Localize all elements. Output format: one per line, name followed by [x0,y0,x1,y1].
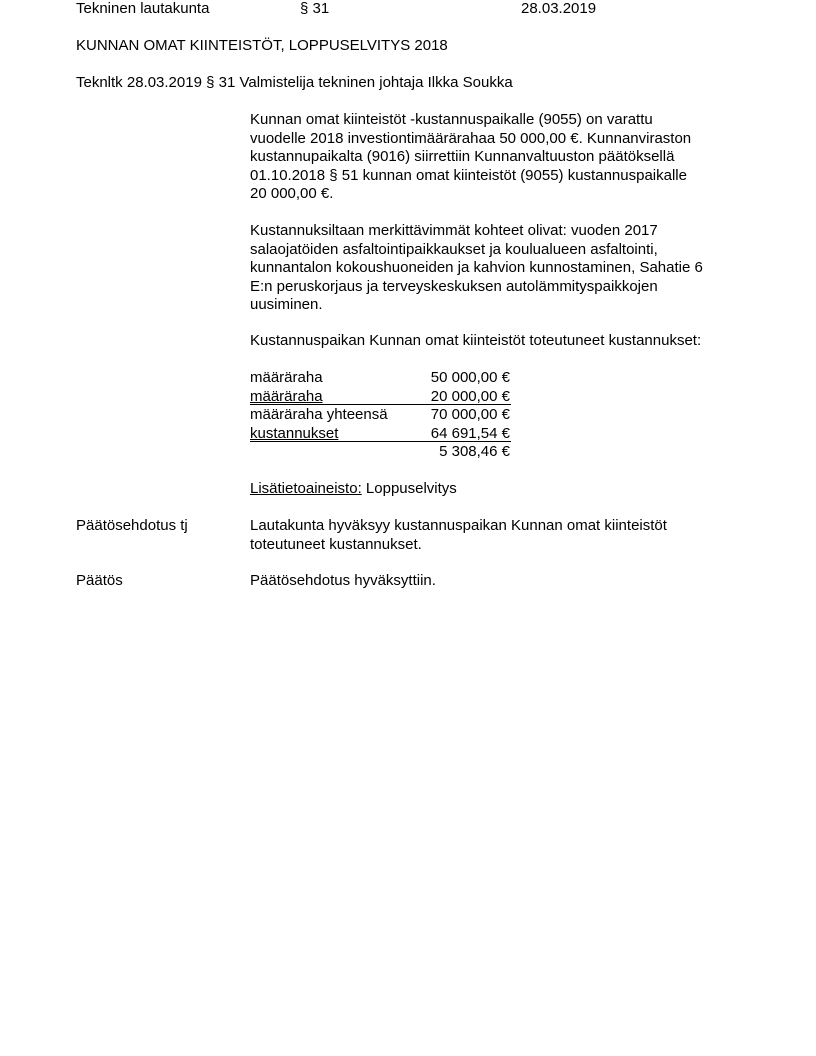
paragraph-costs-intro [250,332,750,351]
paragraph-line: uusiminen. [250,296,323,313]
subtotal-rule [250,404,511,405]
paragraph-line: E:n peruskorjaus ja terveyskeskuksen autolämmityspaikkojen [250,277,658,295]
proposal-label: Päätösehdotus tj [76,517,188,534]
row-amount: 20 000,00 € [430,387,510,405]
paragraph-line: toteutuneet kustannukset. [250,535,422,553]
proposal-text [250,517,750,554]
attachment-value: Loppuselvitys [365,480,457,497]
total-rule [250,441,511,442]
paragraph-line: Kustannuspaikan Kunnan omat kiinteistöt toteutuneet kustannukset: [250,332,702,349]
paragraph-line: 01.10.2018 § 51 kunnan omat kiinteistöt (9055) kustannuspaikalle [250,166,687,184]
paragraph-line: 20 000,00 €. [250,185,334,202]
paragraph-line: kustannupaikalta (9016) siirrettiin Kunnanvaltuuston päätöksellä [250,148,675,165]
decision-label: Päätös [76,572,123,589]
paragraph-budget [250,111,750,204]
row-amount: 50 000,00 € [430,369,510,386]
document-title: KUNNAN OMAT KIINTEISTÖT, LOPPUSELVITYS 2018 [76,37,448,54]
paragraph-line: Kustannuksiltaan merkittävimmät kohteet olivat: vuoden 2017 [250,222,658,239]
cost-table [250,369,512,462]
header-date: 28.03.2019 [521,0,597,17]
row-amount: 5 308,46 € [439,443,510,460]
row-label: kustannukset [250,424,339,442]
attachment-label: Lisätietoaineisto: [250,480,362,497]
table-row [250,443,512,462]
attachment-line [250,480,457,499]
row-label: määräraha yhteensä [250,406,388,423]
row-amount: 70 000,00 € [430,406,510,423]
row-label: määräraha [250,387,323,405]
reference-line: Teknltk 28.03.2019 § 31 Valmistelija tekninen johtaja Ilkka Soukka [76,74,513,91]
decision-text: Päätösehdotus hyväksyttiin. [250,572,436,589]
paragraph-line: vuodelle 2018 investiontimäärärahaa 50 000,00 €. Kunnanviraston [250,129,692,147]
paragraph-line: kunnantalon kokoushuoneiden ja kahvion kunnostaminen, Sahatie 6 [250,259,703,276]
paragraph-line: Kunnan omat kiinteistöt -kustannuspaikalle (9055) on varattu [250,111,653,128]
paragraph-line: Lautakunta hyväksyy kustannuspaikan Kunnan omat kiinteistöt [250,517,667,534]
row-amount: 64 691,54 € [430,424,510,442]
header-section: § 31 [300,0,330,17]
table-row [250,406,512,425]
paragraph-projects [250,222,750,315]
table-row [250,369,512,388]
header-body: Tekninen lautakunta [76,0,210,17]
row-label: määräraha [250,369,323,386]
paragraph-line: salaojatöiden asfaltointipaikkaukset ja koulualueen asfaltointi, [250,240,658,258]
